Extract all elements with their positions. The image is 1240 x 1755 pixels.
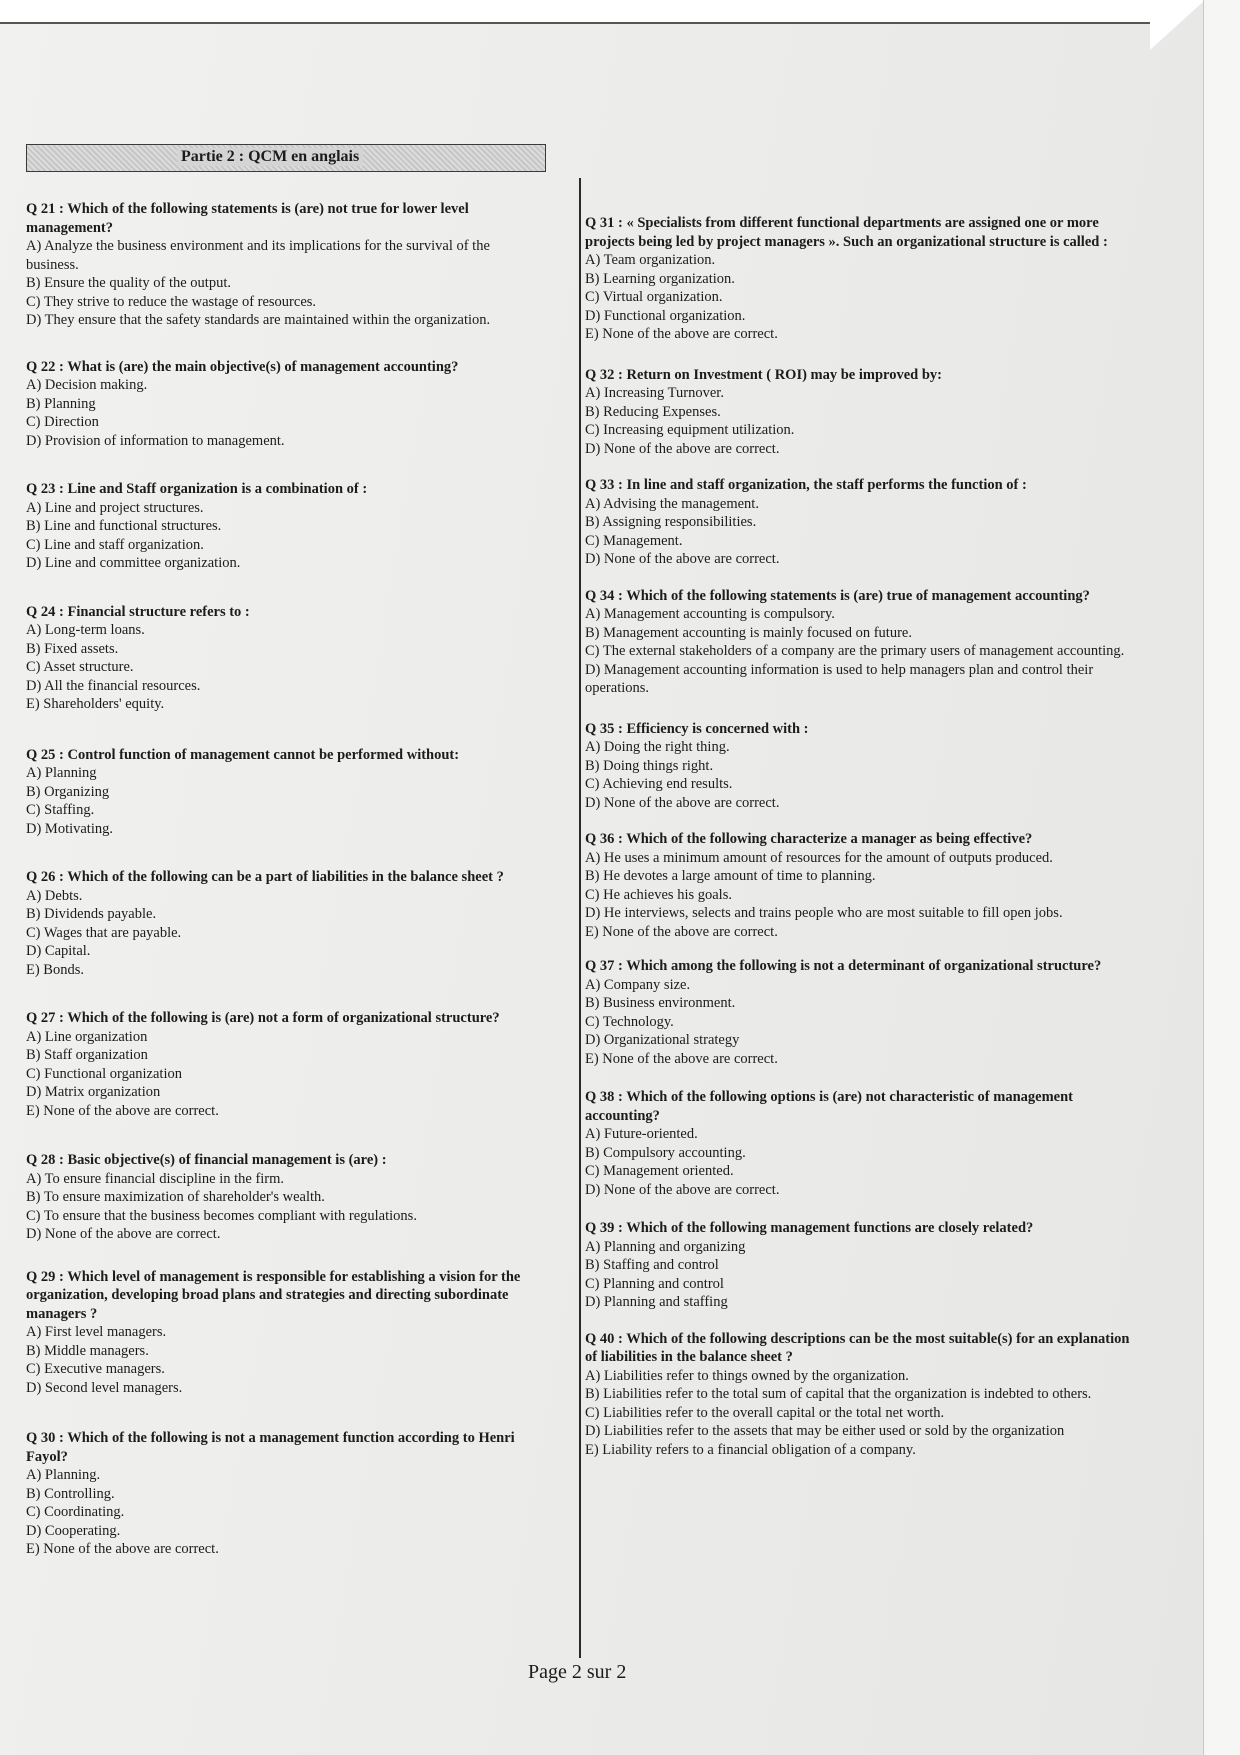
answer-option[interactable]: B) Management accounting is mainly focused on future. xyxy=(585,624,912,641)
question-block xyxy=(26,1429,546,1559)
question-title: Q 37 : Which among the following is not a determinant of organizational structure? xyxy=(585,958,1102,974)
answer-option[interactable]: D) All the financial resources. xyxy=(26,677,201,694)
answer-option[interactable]: B) Planning xyxy=(26,395,96,412)
answer-option[interactable]: A) Planning. xyxy=(26,1467,101,1483)
answer-option[interactable]: C) Line and staff organization. xyxy=(26,536,204,553)
answer-option[interactable]: A) To ensure financial discipline in the firm. xyxy=(26,1170,285,1187)
question-block xyxy=(585,830,1145,941)
answer-option[interactable]: D) Line and committee organization. xyxy=(26,555,241,571)
question-title: Q 24 : Financial structure refers to : xyxy=(26,603,250,620)
answer-option[interactable]: A) Decision making. xyxy=(26,377,148,393)
question-title: Q 33 : In line and staff organization, the staff performs the function of : xyxy=(585,477,1027,493)
question-block xyxy=(26,1009,546,1120)
answer-option[interactable]: A) Management accounting is compulsory. xyxy=(585,606,835,622)
question-title: Q 38 : Which of the following options is (are) not characteristic of management accounting? xyxy=(585,1089,1073,1124)
answer-option[interactable]: A) Future-oriented. xyxy=(585,1126,698,1142)
answer-option[interactable]: A) First level managers. xyxy=(26,1324,167,1340)
answer-option[interactable]: D) Matrix organization xyxy=(26,1084,161,1100)
answer-option[interactable]: B) Liabilities refer to the total sum of capital that the organization is indebted to others. xyxy=(585,1386,1092,1402)
answer-option[interactable]: B) Reducing Expenses. xyxy=(585,403,721,420)
answer-option[interactable]: B) Learning organization. xyxy=(585,270,735,287)
answer-option[interactable]: C) They strive to reduce the wastage of resources. xyxy=(26,293,317,310)
question-title: Q 27 : Which of the following is (are) not a form of organizational structure? xyxy=(26,1010,500,1026)
answer-option[interactable]: A) Line and project structures. xyxy=(26,499,204,516)
answer-option[interactable]: D) He interviews, selects and trains people who are most suitable to fill open jobs. xyxy=(585,905,1063,921)
answer-option[interactable]: B) Organizing xyxy=(26,783,110,800)
answer-option[interactable]: A) Advising the management. xyxy=(585,495,759,512)
answer-option[interactable]: D) None of the above are correct. xyxy=(585,551,780,567)
answer-option[interactable]: D) Provision of information to management. xyxy=(26,432,285,449)
answer-option[interactable]: A) Long-term loans. xyxy=(26,622,145,638)
right-question-column xyxy=(585,214,1145,1459)
section-header xyxy=(26,144,546,172)
answer-option[interactable]: B) Compulsory accounting. xyxy=(585,1144,746,1161)
answer-option[interactable]: E) Liability refers to a financial obligation of a company. xyxy=(585,1441,916,1458)
question-title: Q 21 : Which of the following statements is (are) not true for lower level management? xyxy=(26,201,469,236)
question-block xyxy=(585,366,1145,459)
answer-option[interactable]: D) Planning and staffing xyxy=(585,1294,728,1310)
answer-option[interactable]: E) None of the above are correct. xyxy=(585,923,778,940)
question-block xyxy=(585,1088,1145,1199)
answer-option[interactable]: A) Line organization xyxy=(26,1028,148,1045)
answer-option[interactable]: C) He achieves his goals. xyxy=(585,886,732,903)
answer-option[interactable]: E) None of the above are correct. xyxy=(585,326,778,342)
answer-option[interactable]: C) Management. xyxy=(585,532,683,549)
answer-option[interactable]: B) Staffing and control xyxy=(585,1257,719,1273)
answer-option[interactable]: A) Analyze the business environment and its implications for the survival of the business. xyxy=(26,238,490,273)
question-block xyxy=(26,1268,546,1398)
answer-option[interactable]: E) None of the above are correct. xyxy=(585,1050,778,1067)
question-title: Q 26 : Which of the following can be a part of liabilities in the balance sheet ? xyxy=(26,869,504,885)
question-block xyxy=(26,358,546,451)
question-title: Q 25 : Control function of management cannot be performed without: xyxy=(26,746,460,763)
answer-option[interactable]: A) Increasing Turnover. xyxy=(585,385,724,401)
answer-option[interactable]: B) Business environment. xyxy=(585,995,736,1011)
question-block xyxy=(26,1151,546,1244)
answer-option[interactable]: E) Bonds. xyxy=(26,961,84,978)
question-title: Q 30 : Which of the following is not a management function according to Henri Fayol? xyxy=(26,1430,515,1465)
answer-option[interactable]: C) Liabilities refer to the overall capital or the total net worth. xyxy=(585,1404,945,1421)
question-title: Q 39 : Which of the following management functions are closely related? xyxy=(585,1220,1034,1236)
answer-option[interactable]: D) Management accounting information is used to help managers plan and control their operations. xyxy=(585,661,1094,696)
answer-option[interactable]: D) None of the above are correct. xyxy=(585,440,780,457)
answer-option[interactable]: E) None of the above are correct. xyxy=(26,1102,219,1119)
answer-option[interactable]: D) Cooperating. xyxy=(26,1522,121,1539)
answer-option[interactable]: B) Dividends payable. xyxy=(26,906,157,922)
question-block xyxy=(26,200,546,330)
answer-option[interactable]: C) Functional organization xyxy=(26,1065,182,1082)
answer-option[interactable]: A) Planning xyxy=(26,765,97,781)
answer-option[interactable]: D) Functional organization. xyxy=(585,307,746,324)
answer-option[interactable]: B) To ensure maximization of shareholder's wealth. xyxy=(26,1189,325,1205)
answer-option[interactable]: B) Line and functional structures. xyxy=(26,518,222,534)
left-question-column xyxy=(26,200,546,1559)
answer-option[interactable]: D) None of the above are correct. xyxy=(585,794,780,811)
answer-option[interactable]: A) Doing the right thing. xyxy=(585,739,730,755)
answer-option[interactable]: C) Increasing equipment utilization. xyxy=(585,422,795,438)
answer-option[interactable]: B) Controlling. xyxy=(26,1485,115,1502)
answer-option[interactable]: D) Organizational strategy xyxy=(585,1032,740,1048)
answer-option[interactable]: C) The external stakeholders of a company are the primary users of management accounting. xyxy=(585,643,1125,659)
answer-option[interactable]: D) Liabilities refer to the assets that may be either used or sold by the organization xyxy=(585,1423,1065,1439)
answer-option[interactable]: D) None of the above are correct. xyxy=(26,1226,221,1242)
answer-option[interactable]: C) Virtual organization. xyxy=(585,289,723,305)
answer-option[interactable]: C) To ensure that the business becomes compliant with regulations. xyxy=(26,1207,417,1224)
question-title: Q 28 : Basic objective(s) of financial management is (are) : xyxy=(26,1152,387,1168)
question-block xyxy=(26,868,546,979)
answer-option[interactable]: E) Shareholders' equity. xyxy=(26,696,165,712)
answer-option[interactable]: B) Middle managers. xyxy=(26,1342,149,1359)
question-block xyxy=(26,603,546,714)
question-block xyxy=(585,720,1145,813)
answer-option[interactable]: A) He uses a minimum amount of resources for the amount of outputs produced. xyxy=(585,849,1053,866)
answer-option[interactable]: C) Management oriented. xyxy=(585,1163,734,1179)
question-title: Q 32 : Return on Investment ( ROI) may be improved by: xyxy=(585,366,942,383)
answer-option[interactable]: B) Staff organization xyxy=(26,1047,148,1063)
answer-option[interactable]: D) None of the above are correct. xyxy=(585,1181,780,1198)
page-right-edge xyxy=(1203,0,1240,1755)
question-title: Q 34 : Which of the following statements is (are) true of management accounting? xyxy=(585,587,1090,604)
answer-option[interactable]: D) Capital. xyxy=(26,943,91,959)
answer-option[interactable]: E) None of the above are correct. xyxy=(26,1541,219,1557)
answer-option[interactable]: C) Achieving end results. xyxy=(585,776,733,792)
answer-option[interactable]: A) Planning and organizing xyxy=(585,1238,746,1255)
answer-option[interactable]: D) Motivating. xyxy=(26,820,113,837)
answer-option[interactable]: A) Liabilities refer to things owned by the organization. xyxy=(585,1367,909,1384)
answer-option[interactable]: C) Wages that are payable. xyxy=(26,924,182,941)
answer-option[interactable]: D) Second level managers. xyxy=(26,1379,183,1396)
answer-option[interactable]: C) Planning and control xyxy=(585,1275,724,1292)
folded-corner xyxy=(1150,0,1205,50)
answer-option[interactable]: A) Company size. xyxy=(585,976,691,993)
question-block xyxy=(585,957,1145,1068)
question-title: Q 23 : Line and Staff organization is a combination of : xyxy=(26,481,368,497)
answer-option[interactable]: C) Technology. xyxy=(585,1013,674,1030)
page-number: Page 2 sur 2 xyxy=(528,1661,627,1683)
answer-option[interactable]: B) He devotes a large amount of time to planning. xyxy=(585,868,876,884)
question-title: Q 22 : What is (are) the main objective(s) of management accounting? xyxy=(26,358,459,375)
question-block xyxy=(26,746,546,839)
question-title: Q 35 : Efficiency is concerned with : xyxy=(585,720,809,737)
answer-option[interactable]: B) Fixed assets. xyxy=(26,640,119,657)
question-block xyxy=(26,480,546,573)
answer-option[interactable]: C) Coordinating. xyxy=(26,1504,125,1520)
question-block xyxy=(585,1330,1145,1460)
answer-option[interactable]: A) Debts. xyxy=(26,887,83,904)
question-title: Q 40 : Which of the following descriptions can be the most suitable(s) for an explanation of liabilities in the balance sheet ? xyxy=(585,1330,1130,1365)
question-title: Q 36 : Which of the following characterize a manager as being effective? xyxy=(585,831,1033,847)
answer-option[interactable]: A) Team organization. xyxy=(585,252,716,268)
answer-option[interactable]: B) Ensure the quality of the output. xyxy=(26,275,231,291)
column-divider xyxy=(579,178,581,1658)
answer-option[interactable]: B) Doing things right. xyxy=(585,757,714,774)
question-block xyxy=(585,214,1145,344)
answer-option[interactable]: D) They ensure that the safety standards are maintained within the organization. xyxy=(26,312,491,328)
answer-option[interactable]: C) Staffing. xyxy=(26,802,95,818)
answer-option[interactable]: B) Assigning responsibilities. xyxy=(585,514,757,530)
question-title: Q 29 : Which level of management is responsible for establishing a vision for the organization, developing broad plans and strategies and directing subordinate managers ? xyxy=(26,1268,521,1322)
question-block xyxy=(585,587,1145,698)
answer-option[interactable]: C) Asset structure. xyxy=(26,659,134,675)
section-title: Partie 2 : QCM en anglais xyxy=(177,148,363,166)
answer-option[interactable]: C) Executive managers. xyxy=(26,1361,165,1377)
answer-option[interactable]: C) Direction xyxy=(26,414,99,430)
question-block xyxy=(585,476,1145,569)
question-block xyxy=(585,1219,1145,1312)
page-top-edge xyxy=(0,0,1150,24)
question-title: Q 31 : « Specialists from different functional departments are assigned one or more projects being led by project managers ». Such an organizational structure is called : xyxy=(585,215,1108,250)
